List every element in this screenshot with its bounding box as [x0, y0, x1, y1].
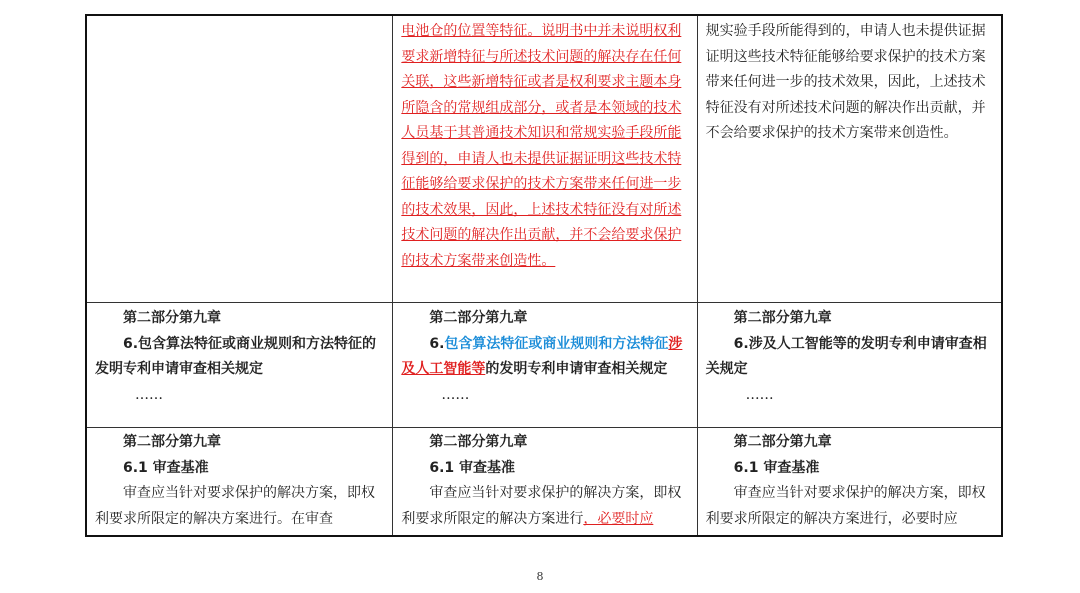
body-text-main: 审查应当针对要求保护的解决方案，即权利要求所限定的解决方案进行 [401, 485, 682, 527]
row1-amended-cell [697, 15, 1002, 303]
body-text: 审查应当针对要求保护的解决方案，即权利要求所限定的解决方案进行。在审查 [95, 485, 375, 527]
row3-amended-cell [697, 428, 1002, 537]
chapter-heading: 第二部分第九章 [733, 310, 832, 326]
inserted-text: 涉及人工智能等 [401, 335, 683, 377]
section-title: 6.涉及人工智能等的发明专利申请审查相关规定 [705, 335, 987, 377]
chapter-heading: 第二部分第九章 [429, 434, 528, 450]
table-row [86, 428, 1002, 537]
section-title: 6.包含算法特征或商业规则和方法特征的发明专利申请审查相关规定 [95, 335, 377, 377]
row1-amended-text: 规实验手段所能得到的，申请人也未提供证据证明这些技术特征能够给要求保护的技术方案带来任何进一步的技术效果，因此，上述技术特征没有对所述技术问题的解决作出贡献，并不会给要求保护的技术方案带来创造性。 [705, 23, 986, 141]
subsection-heading: 6.1 审查基准 [123, 459, 209, 476]
row2-revision-cell [393, 303, 697, 428]
ellipsis: …… [441, 386, 470, 403]
chapter-heading: 第二部分第九章 [123, 434, 221, 450]
title-prefix: 6. [429, 335, 445, 352]
subsection-heading: 6.1 审查基准 [429, 459, 516, 476]
section-title [401, 332, 690, 383]
subsection-heading: 6.1 审查基准 [733, 459, 820, 476]
table-row [86, 15, 1002, 303]
body-text: 审查应当针对要求保护的解决方案，即权利要求所限定的解决方案进行，必要时应 [705, 485, 986, 527]
comparison-table [85, 14, 1003, 537]
row1-revision-text: 电池仓的位置等特征。说明书中并未说明权利要求新增特征与所述技术问题的解决存在任何关联，这些新增特征或者是权利要求主题本身所隐含的常规组成部分，或者是本领域的技术人员基于其普通技术知识和常规实验手段所能得到的，申请人也未提供证据证明这些技术特征能够给要求保护的技术方案带来任何进一步的技术效果，因此，上述技术特征没有对所述技术问题的解决作出贡献，并不会给要求保护的技术方案带来创造性。 [401, 23, 682, 269]
chapter-heading: 第二部分第九章 [733, 434, 832, 450]
row1-revision-cell [393, 15, 697, 303]
row2-amended-cell [697, 303, 1002, 428]
page-number: 8 [536, 570, 544, 583]
ellipsis: …… [745, 386, 774, 403]
body-text [401, 481, 690, 532]
table-row [86, 303, 1002, 428]
chapter-heading: 第二部分第九章 [123, 310, 221, 326]
row3-revision-cell [393, 428, 697, 537]
row3-original-cell [86, 428, 393, 537]
inserted-text: ，必要时应 [583, 510, 654, 527]
ellipsis: …… [135, 386, 163, 403]
title-suffix: 的发明专利申请审查相关规定 [485, 361, 668, 377]
row1-original-cell [86, 15, 393, 303]
row2-original-cell [86, 303, 393, 428]
deleted-text: 包含算法特征或商业规则和方法特征 [444, 335, 669, 352]
chapter-heading: 第二部分第九章 [429, 310, 528, 326]
